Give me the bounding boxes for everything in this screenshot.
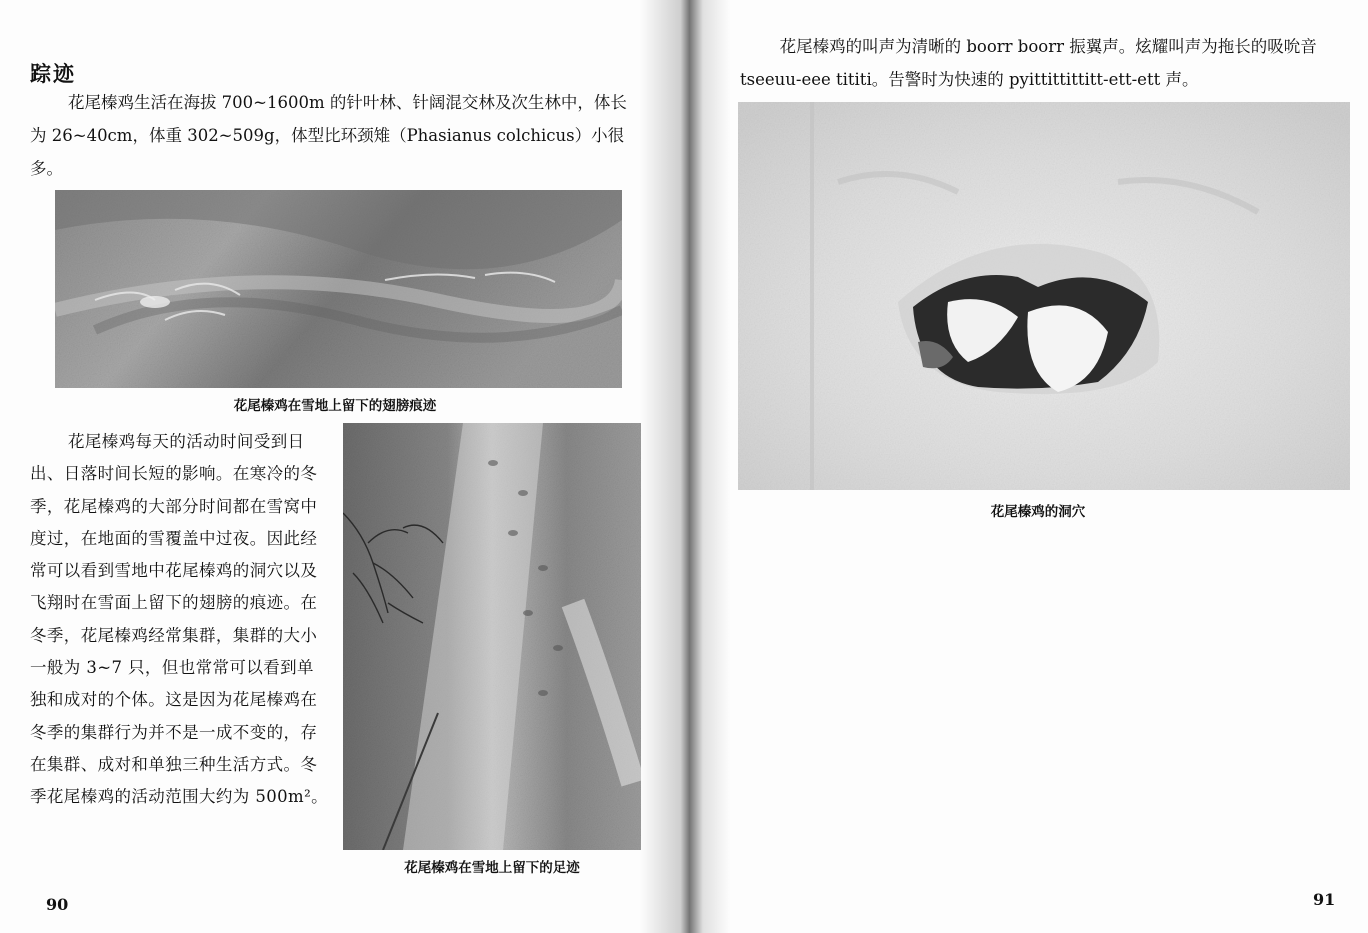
burrow-photo xyxy=(738,102,1350,490)
page-number-left: 90 xyxy=(46,895,69,914)
burrow-image xyxy=(738,102,1350,490)
section-heading: 踪迹 xyxy=(30,62,76,86)
footprints-image xyxy=(343,423,641,850)
intro-paragraph: 花尾榛鸡生活在海拔 700~1600m 的针叶林、针阔混交林及次生林中，体长为 26~40cm，体重 302~509g，体型比环颈雉（Phasianus colchicus）小很多。 xyxy=(30,93,627,178)
activity-paragraph: 花尾榛鸡每天的活动时间受到日出、日落时间长短的影响。在寒冷的冬季，花尾榛鸡的大部分时间都在雪窝中度过，在地面的雪覆盖中过夜。因此经常可以看到雪地中花尾榛鸡的洞穴以及飞翔时在雪面上留下的翅膀的痕迹。在冬季，花尾榛鸡经常集群，集群的大小一般为 3~7 只，但也常常可以看到单独和成对的个体。这是因为花尾榛鸡在冬季的集群行为并不是一成不变的，存在集群、成对和单独三种生活方式。冬季花尾榛鸡的活动范围大约为 500m²。 xyxy=(30,432,328,807)
figure-3-caption: 花尾榛鸡的洞穴 xyxy=(990,504,1086,520)
figure-1-caption: 花尾榛鸡在雪地上留下的翅膀痕迹 xyxy=(233,398,437,414)
page-number-right: 91 xyxy=(1313,890,1336,909)
wing-marks-image xyxy=(55,190,622,388)
footprints-photo xyxy=(343,423,641,850)
wing-marks-photo xyxy=(55,190,622,388)
figure-2-caption: 花尾榛鸡在雪地上留下的足迹 xyxy=(404,860,580,876)
call-paragraph: 花尾榛鸡的叫声为清晰的 boorr boorr 振翼声。炫耀叫声为拖长的吸吮音 tseeuu-eee tititi。告警时为快速的 pyittittittitt-ett-ett 声。 xyxy=(740,37,1317,89)
right-page xyxy=(683,0,1368,933)
left-page xyxy=(0,0,683,933)
